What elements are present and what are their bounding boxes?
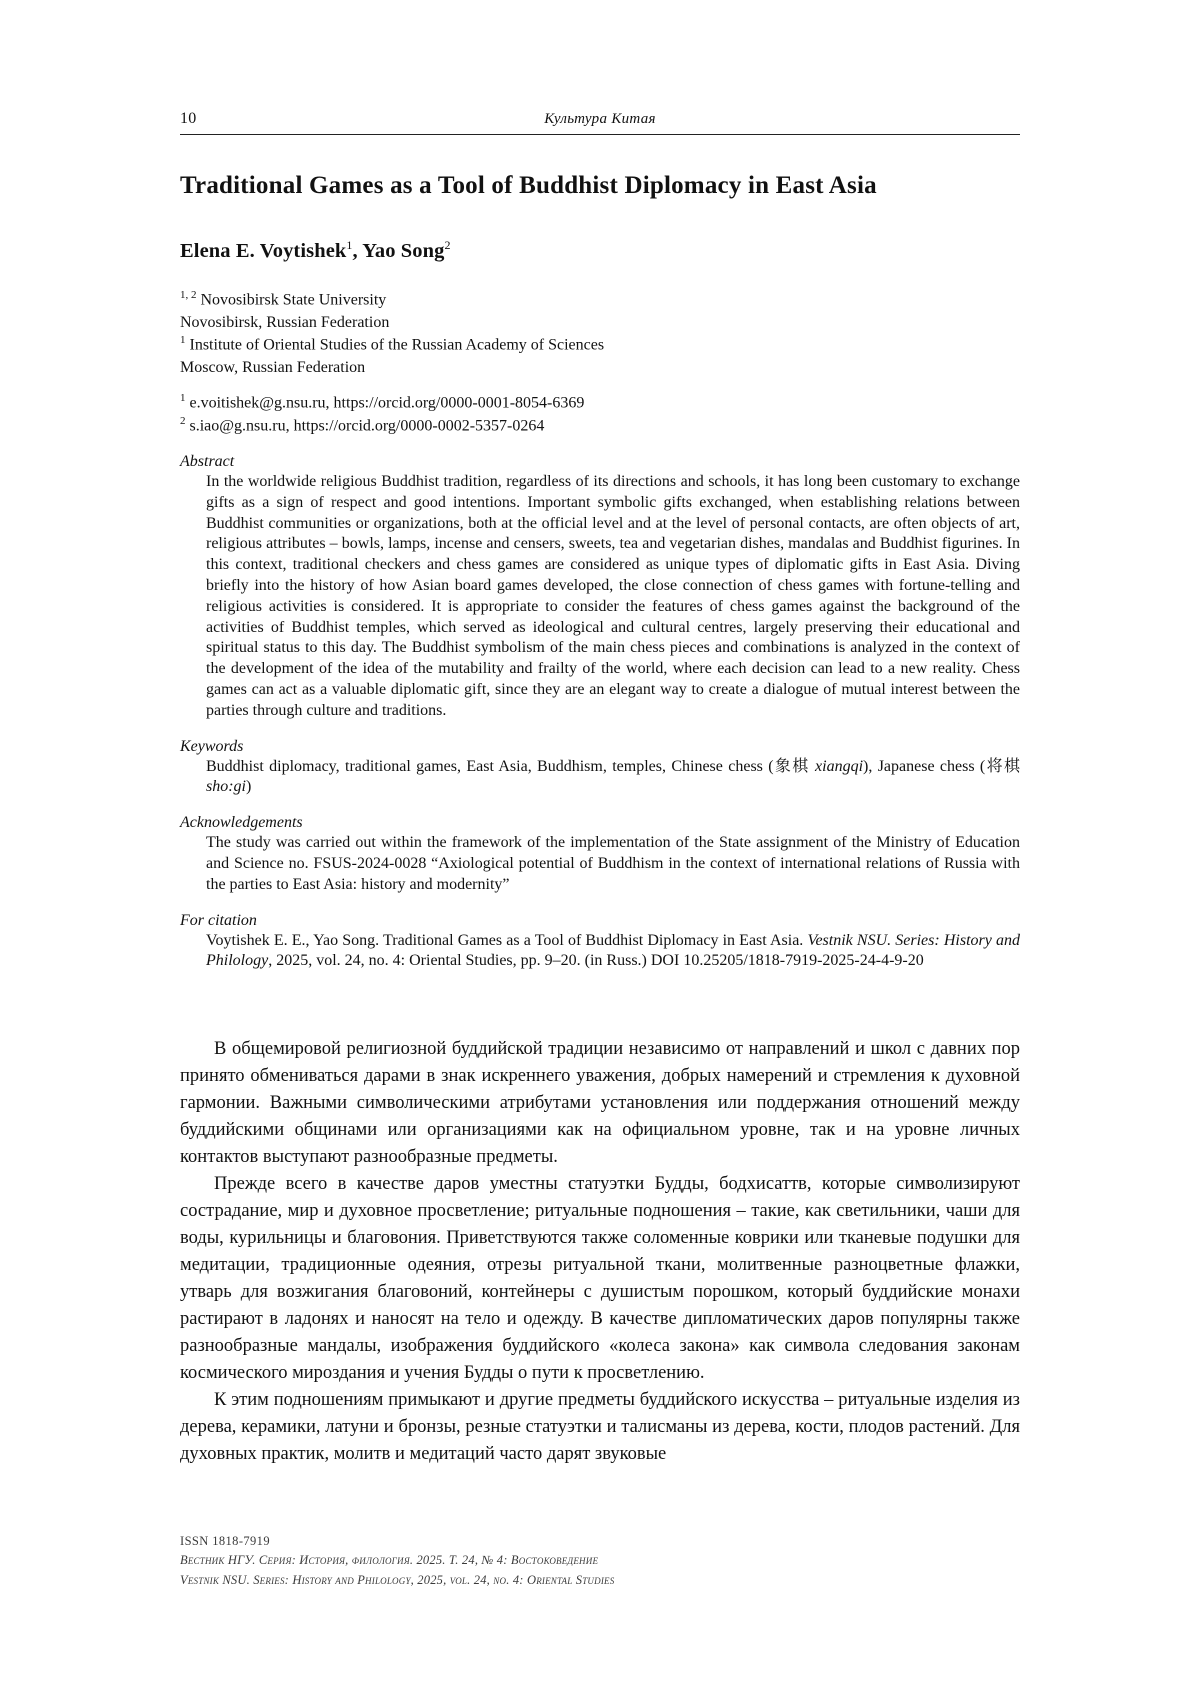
header-rule (180, 134, 1020, 135)
page-title: Traditional Games as a Tool of Buddhist Diplomacy in East Asia (180, 172, 877, 199)
footer-issn: ISSN 1818-7919 (180, 1534, 270, 1548)
running-head-title: Культура Китая (544, 111, 656, 127)
abstract-label: Abstract (180, 453, 235, 471)
affiliation-1 (180, 288, 1020, 333)
author-mark-1: 1 (346, 237, 353, 252)
keywords-part-3: ) (246, 778, 252, 796)
acknowledgements-label: Acknowledgements (180, 814, 303, 832)
affiliation-1-mark: 1, 2 (180, 289, 197, 302)
authors-line (180, 238, 1020, 263)
for-citation-label: For citation (180, 911, 257, 929)
author-contact-1-text[interactable]: e.voitishek@g.nsu.ru, https://orcid.org/0000-0001-8054-6369 (189, 393, 585, 411)
body-paragraph-2: Прежде всего в качестве даров уместны статуэтки Будды, бодхисаттв, которые символизируют сострадание, мир и духовное просветление; ритуальные подношения – такие, как светильники, чаши для воды, курильницы и благовония. Приветствуются также соломенные коврики или тканевые подушки для медитации, традиционные одеяния, отрезы ритуальной ткани, молитвенные разноцветные флажки, утварь для возжигания благовоний, контейнеры с душистым порошком, который буддийские монахи растирают в ладонях и наносят на тело и одежду. В качестве дипломатических даров популярны также разнообразные мандалы, изображения буддийского «колеса закона» как символа следования законам космического мироздания и учения Будды о пути к просветлению. (180, 1174, 1020, 1384)
author-mark-2: 2 (444, 237, 451, 252)
author-contact-2-mark: 2 (180, 414, 186, 427)
page-content (180, 110, 1020, 1468)
affiliation-2 (180, 333, 1020, 378)
page-footer (180, 1532, 1020, 1590)
citation-journal: Vestnik NSU. Series: History and Philology (206, 931, 1020, 970)
author-contact-2-text[interactable]: s.iao@g.nsu.ru, https://orcid.org/0000-0002-5357-0264 (189, 417, 545, 435)
author-name-1: Elena E. Voytishek (180, 239, 347, 262)
for-citation-text (206, 931, 1020, 973)
author-contact-2 (180, 414, 1020, 437)
affiliation-1-place: Novosibirsk, Russian Federation (180, 313, 390, 331)
keywords-italic-2: sho:gi (206, 778, 246, 796)
keywords-text (206, 757, 1020, 799)
authors-separator: , (352, 239, 363, 262)
running-head (180, 110, 1020, 128)
page-number: 10 (180, 110, 197, 127)
affiliation-1-org (180, 288, 1020, 311)
affiliation-2-place: Moscow, Russian Federation (180, 358, 366, 376)
author-name-2: Yao Song (362, 239, 445, 262)
body-paragraph-1: В общемировой религиозной буддийской традиции независимо от направлений и школ с давних пор принято обмениваться дарами в знак искреннего уважения, добрых намерений и стремления к духовной гармонии. Важными символическими атрибутами установления или поддержания отношений между буддийскими общинами или организациями как на официальном уровне, так и на уровне личных контактов выступают разнообразные предметы. (180, 1039, 1020, 1168)
keywords-label: Keywords (180, 737, 244, 755)
affiliations (180, 288, 1020, 378)
author-contact-1 (180, 391, 1020, 414)
abstract-text: In the worldwide religious Buddhist tradition, regardless of its directions and schools, it has long been customary to exchange gifts as a sign of respect and good intentions. Important symbolic gifts exchanged, when establishing relations between Buddhist communities or organizations, both at the official level and at the level of personal contacts, are often objects of art, religious attributes – bowls, lamps, incense and censers, sweets, tea and vegetarian dishes, mandalas and Buddhist figurines. In this context, traditional checkers and chess games are considered as unique types of diplomatic gifts in East Asia. Diving briefly into the history of how Asian board games developed, the close connection of chess games with fortune-telling and religious activities is considered. It is appropriate to consider the features of chess games against the background of the activities of Buddhist temples, which served as ideological and cultural centres, largely preserving their educational and spiritual status to this day. The Buddhist symbolism of the main chess pieces and combinations is analyzed in the context of the development of the idea of the mutability and frailty of the world, where each decision can lead to a new reality. Chess games can act as a valuable diplomatic gift, since they are an elegant way to create a dialogue of mutual interest between the parties through culture and traditions. (206, 473, 1020, 719)
author-contact-1-mark: 1 (180, 391, 186, 404)
affiliation-2-org (180, 333, 1020, 356)
keywords-part-2: ), Japanese chess (将棋 (863, 757, 1020, 775)
author-contacts (180, 391, 1020, 437)
body-paragraph-3: К этим подношениям примыкают и другие предметы буддийского искусства – ритуальные изделия из дерева, керамики, латуни и бронзы, резные статуэтки и талисманы из дерева, кости, плодов растений. Для духовных практик, молитв и медитаций часто дарят звуковые (180, 1390, 1020, 1465)
keywords-part-1: Buddhist diplomacy, traditional games, East Asia, Buddhism, temples, Chinese chess (象棋 (206, 757, 816, 775)
citation-part-2: , 2025, vol. 24, no. 4: Oriental Studies, pp. 9–20. (in Russ.) DOI 10.25205/1818-7919-2025-24-4-9-20 (268, 952, 924, 970)
body-text (180, 1036, 1020, 1468)
footer-journal-en: Vestnik NSU. Series: History and Philology, 2025, vol. 24, no. 4: Oriental Studies (180, 1572, 615, 1587)
affiliation-2-mark: 1 (180, 334, 186, 347)
citation-part-1: Voytishek E. E., Yao Song. Traditional Games as a Tool of Buddhist Diplomacy in East Asia. (206, 931, 808, 949)
affiliation-1-org-text: Novosibirsk State University (200, 291, 387, 309)
affiliation-2-org-text: Institute of Oriental Studies of the Russian Academy of Sciences (189, 336, 605, 354)
acknowledgements-text: The study was carried out within the framework of the implementation of the State assignment of the Ministry of Education and Science no. FSUS-2024-0028 “Axiological potential of Buddhism in the context of international relations of Russia with the parties to East Asia: history and modernity” (206, 834, 1020, 893)
keywords-italic-1: xiangqi (815, 757, 864, 775)
footer-journal-ru: Вестник НГУ. Серия: История, филология. 2025. Т. 24, № 4: Востоковедение (180, 1553, 599, 1568)
